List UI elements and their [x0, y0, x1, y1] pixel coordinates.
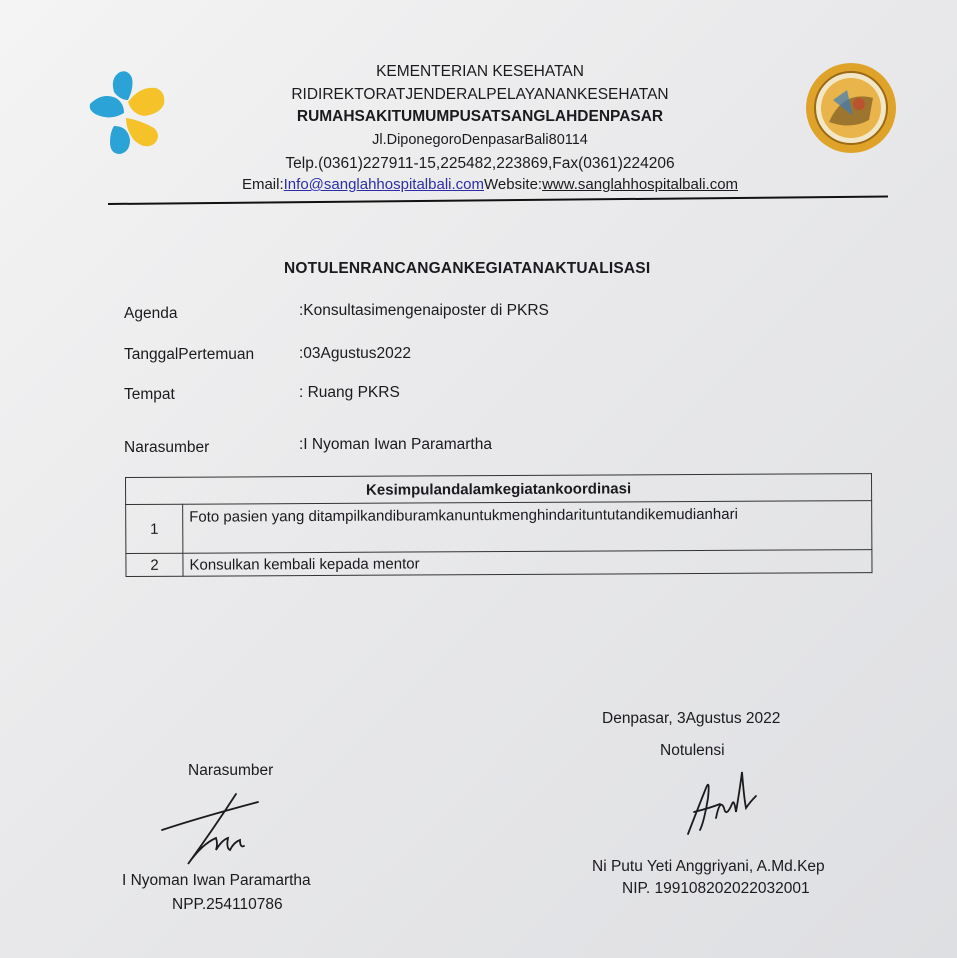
hospital-address: Jl.DiponegoroDenpasarBali80114 — [372, 132, 588, 148]
email-link[interactable]: Info@sanglahhospitalbali.com — [283, 176, 484, 193]
meeting-date-value: :03Agustus2022 — [299, 345, 412, 362]
ministry-of-health-logo — [84, 70, 168, 156]
speaker-value: :I Nyoman Iwan Paramartha — [299, 436, 492, 453]
document-title: NOTULENRANCANGANKEGIATANAKTUALISASI — [284, 260, 651, 277]
table-header-row — [126, 474, 872, 505]
header-divider — [108, 196, 888, 205]
hospital-phone: Telp.(0361)227911-15,225482,223869,Fax(0361)224206 — [285, 155, 675, 172]
speaker-npp: NPP.254110786 — [172, 896, 283, 913]
ministry-name: KEMENTERIAN KESEHATAN — [376, 63, 584, 80]
hospital-name: RUMAHSAKITUMUMPUSATSANGLAHDENPASAR — [296, 108, 664, 125]
place-value: : Ruang PKRS — [299, 384, 400, 401]
directorate-name: RIDIREKTORATJENDERALPELAYANANKESEHATAN — [291, 86, 669, 103]
table-row — [126, 501, 872, 554]
row-text: Konsulkan kembali kepada mentor — [183, 550, 872, 577]
table-row — [126, 550, 872, 577]
row-number: 2 — [126, 553, 183, 576]
conclusion-table — [125, 473, 873, 577]
email-label: Email: — [241, 176, 284, 193]
minutes-taker-name: Ni Putu Yeti Anggriyani, A.Md.Kep — [592, 858, 825, 875]
website-link[interactable]: www.sanglahhospitalbali.com — [542, 176, 739, 193]
minutes-taker-role: Notulensi — [660, 742, 725, 759]
table-header: Kesimpulandalamkegiatankoordinasi — [126, 474, 872, 505]
speaker-label: Narasumber — [124, 439, 210, 456]
speaker-signature — [158, 788, 268, 868]
speaker-name: I Nyoman Iwan Paramartha — [122, 872, 311, 889]
agenda-value: :Konsultasimengenaiposter di PKRS — [299, 302, 549, 319]
place-label: Tempat — [124, 386, 175, 403]
speaker-role: Narasumber — [188, 762, 274, 779]
agenda-label: Agenda — [124, 305, 178, 322]
row-text: Foto pasien yang ditampilkandiburamkanuntukmenghindarituntutandikemudianhari — [183, 501, 872, 554]
contact-line — [200, 176, 780, 193]
place-and-date: Denpasar, 3Agustus 2022 — [602, 710, 781, 727]
row-number: 1 — [126, 504, 183, 553]
website-label: Website: — [484, 176, 543, 193]
minutes-taker-signature — [680, 768, 760, 840]
hospital-seal-logo — [803, 60, 899, 156]
meeting-date-label: TanggalPertemuan — [124, 346, 255, 363]
minutes-taker-nip: NIP. 199108202022032001 — [622, 880, 810, 897]
